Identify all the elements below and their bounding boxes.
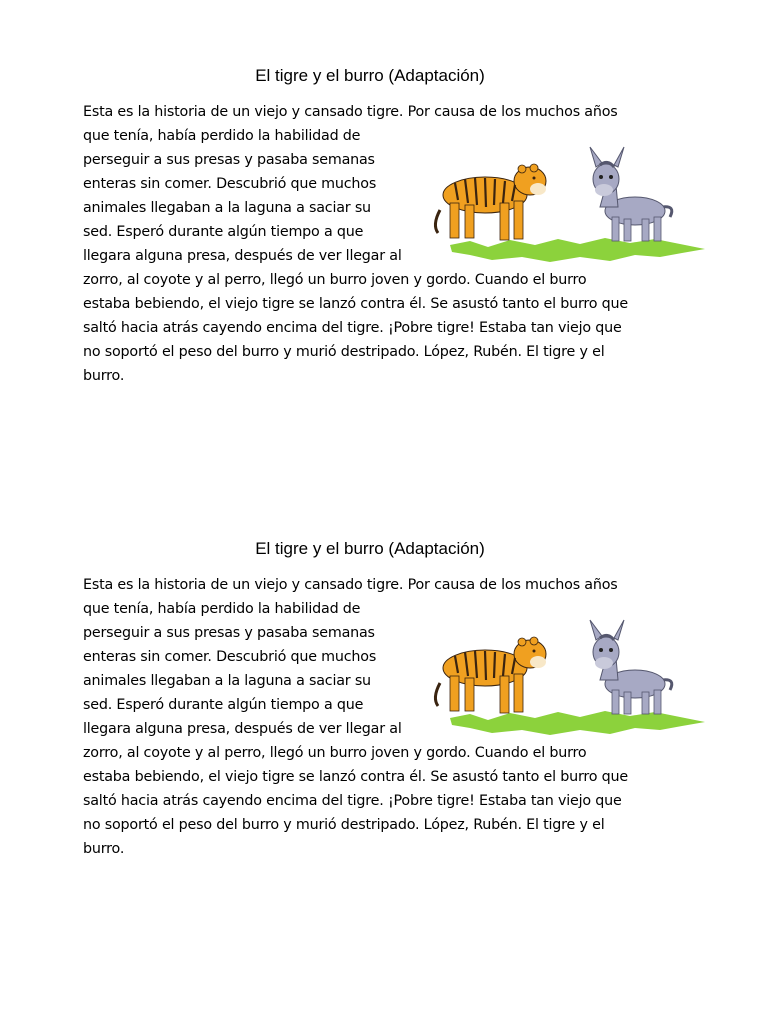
- story-line: zorro, al coyote y al perro, llegó un burro joven y gordo. Cuando el burro: [83, 272, 587, 288]
- story-line: sed. Esperó durante algún tiempo a que: [83, 697, 364, 713]
- story-title: El tigre y el burro (Adaptación): [255, 66, 485, 85]
- story-line: no soportó el peso del burro y murió destripado. López, Rubén. El tigre y el: [83, 344, 605, 360]
- story-line: animales llegaban a la laguna a saciar su: [83, 673, 371, 689]
- donkey-figure: [590, 147, 672, 241]
- tiger-figure: [435, 637, 546, 713]
- story-line: saltó hacia atrás cayendo encima del tigre. ¡Pobre tigre! Estaba tan viejo que: [83, 320, 622, 336]
- story-line: que tenía, había perdido la habilidad de: [83, 128, 361, 144]
- story-line: animales llegaban a la laguna a saciar su: [83, 200, 371, 216]
- story-line: saltó hacia atrás cayendo encima del tigre. ¡Pobre tigre! Estaba tan viejo que: [83, 793, 622, 809]
- story-line: Esta es la historia de un viejo y cansado tigre. Por causa de los muchos años: [83, 577, 618, 593]
- story-line: perseguir a sus presas y pasaba semanas: [83, 625, 375, 641]
- story-block-2: [0, 473, 768, 893]
- story-line: enteras sin comer. Descubrió que muchos: [83, 649, 377, 665]
- tiger-and-donkey-illustration: [430, 145, 710, 265]
- story-line: estaba bebiendo, el viejo tigre se lanzó contra él. Se asustó tanto el burro que: [83, 296, 628, 312]
- story-line: estaba bebiendo, el viejo tigre se lanzó contra él. Se asustó tanto el burro que: [83, 769, 628, 785]
- story-line: sed. Esperó durante algún tiempo a que: [83, 224, 364, 240]
- story-line: perseguir a sus presas y pasaba semanas: [83, 152, 375, 168]
- tiger-and-donkey-illustration: [430, 618, 710, 738]
- story-line: llegara alguna presa, después de ver llegar al: [83, 721, 402, 737]
- grass-patch: [450, 238, 705, 262]
- story-line: Esta es la historia de un viejo y cansado tigre. Por causa de los muchos años: [83, 104, 618, 120]
- story-line: que tenía, había perdido la habilidad de: [83, 601, 361, 617]
- story-line: llegara alguna presa, después de ver llegar al: [83, 248, 402, 264]
- story-line: burro.: [83, 368, 125, 384]
- story-line: burro.: [83, 841, 125, 857]
- donkey-figure: [590, 620, 672, 714]
- story-line: enteras sin comer. Descubrió que muchos: [83, 176, 377, 192]
- story-block-1: [0, 0, 768, 420]
- tiger-figure: [435, 164, 546, 240]
- grass-patch: [450, 711, 705, 735]
- story-title: El tigre y el burro (Adaptación): [255, 539, 485, 558]
- story-line: zorro, al coyote y al perro, llegó un burro joven y gordo. Cuando el burro: [83, 745, 587, 761]
- story-line: no soportó el peso del burro y murió destripado. López, Rubén. El tigre y el: [83, 817, 605, 833]
